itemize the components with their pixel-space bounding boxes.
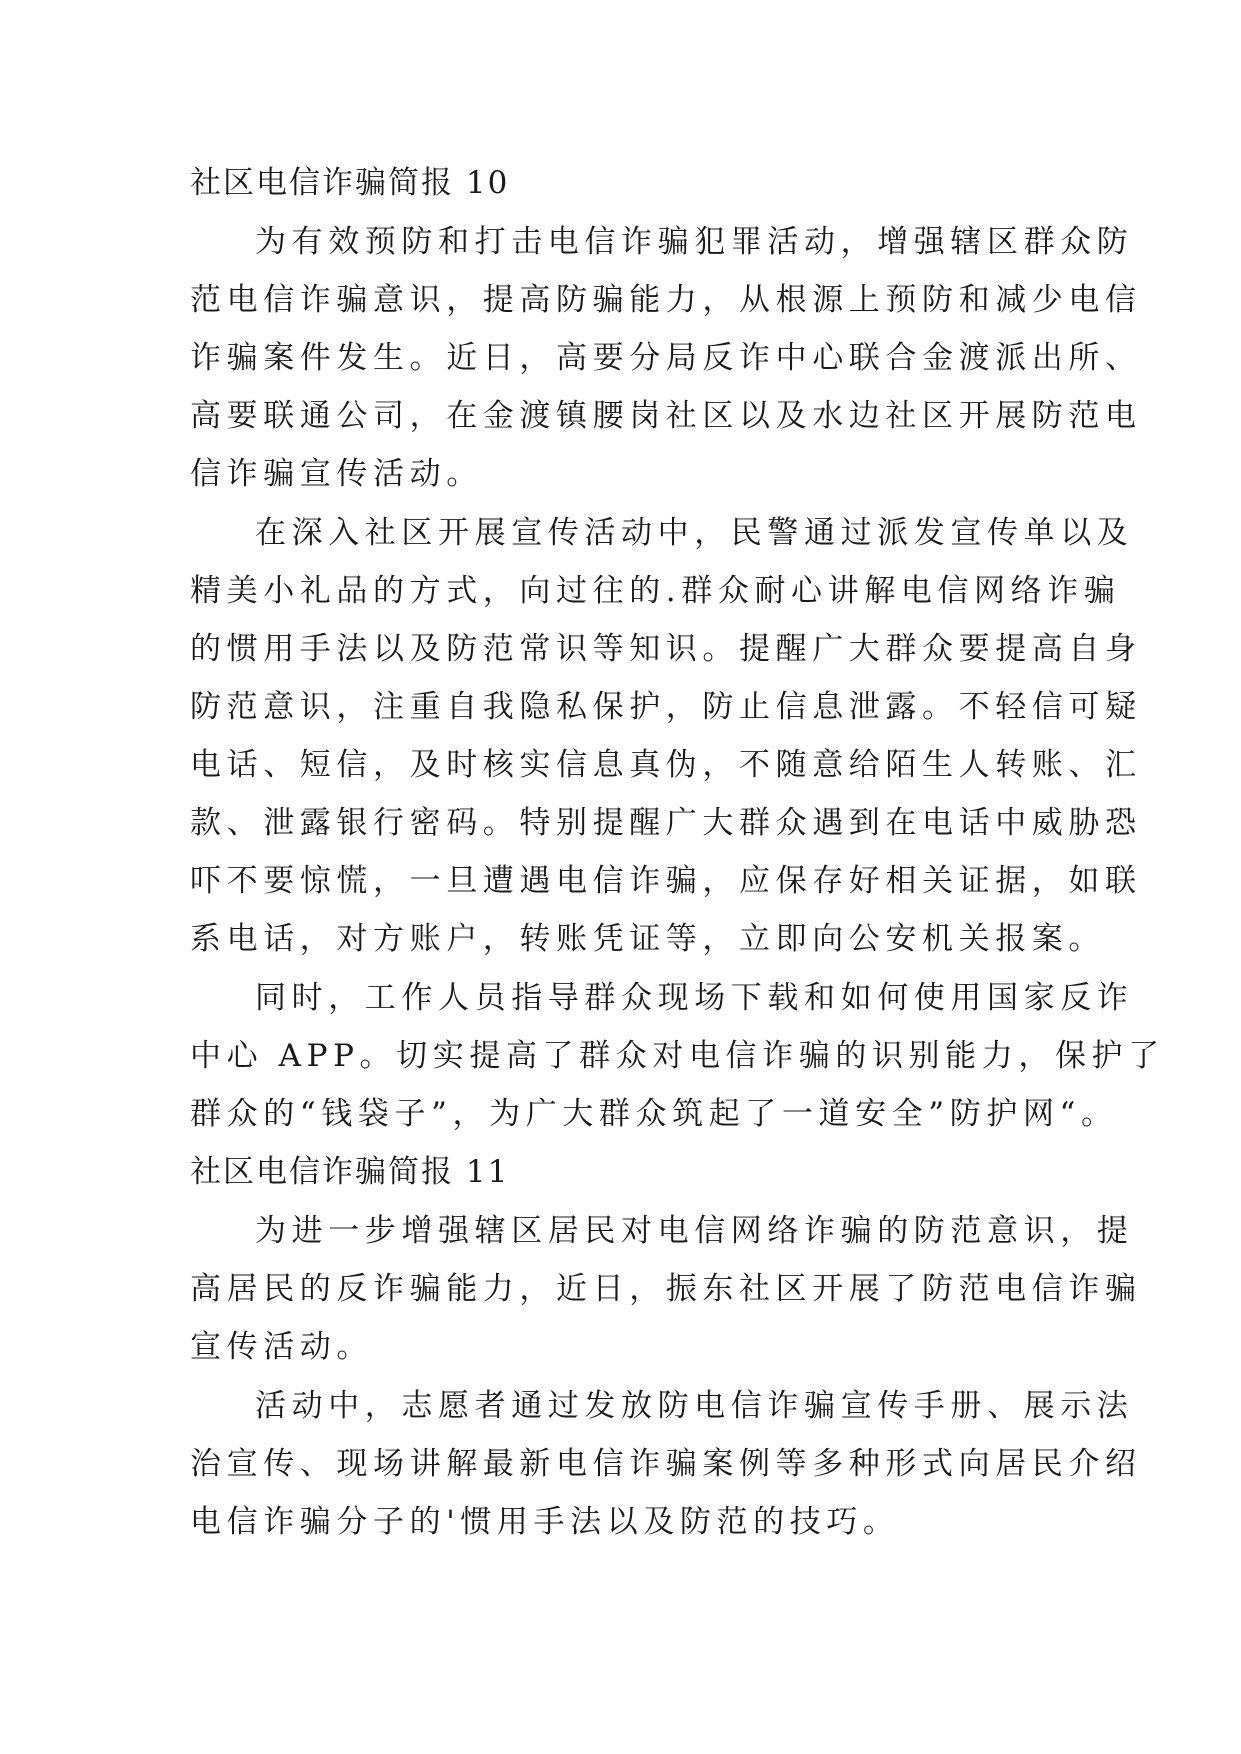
paragraph-line: 电话、短信，及时核实信息真伪，不随意给陌生人转账、汇 — [190, 747, 1142, 783]
paragraph-line: 诈骗案件发生。近日，高要分局反诈中心联合金渡派出所、 — [190, 340, 1142, 376]
paragraph-line: 治宣传、现场讲解最新电信诈骗案例等多种形式向居民介绍 — [190, 1446, 1142, 1482]
paragraph-line: 吓不要惊慌，一旦遭遇电信诈骗，应保存好相关证据，如联 — [190, 863, 1142, 899]
paragraph-line: 为进一步增强辖区居民对电信网络诈骗的防范意识，提 — [255, 1213, 1134, 1249]
paragraph-line: 宣传活动。 — [190, 1329, 373, 1365]
paragraph-line: 高要联通公司，在金渡镇腰岗社区以及水边社区开展防范电 — [190, 398, 1142, 434]
paragraph-line: 为有效预防和打击电信诈骗犯罪活动，增强辖区群众防 — [255, 224, 1134, 260]
section-title: 社区电信诈骗简报 10 — [190, 165, 510, 201]
paragraph-line: 同时，工作人员指导群众现场下载和如何使用国家反诈 — [255, 980, 1134, 1016]
paragraph-line: 信诈骗宣传活动。 — [190, 456, 483, 492]
paragraph-line: 防范意识，注重自我隐私保护，防止信息泄露。不轻信可疑 — [190, 689, 1142, 725]
section-title: 社区电信诈骗简报 11 — [190, 1154, 510, 1190]
paragraph-line: 的惯用手法以及防范常识等知识。提醒广大群众要提高自身 — [190, 631, 1142, 667]
paragraph-line: 精美小礼品的方式，向过往的.群众耐心讲解电信网络诈骗 — [190, 573, 1121, 609]
paragraph-line: 在深入社区开展宣传活动中，民警通过派发宣传单以及 — [255, 515, 1134, 551]
paragraph-line: 范电信诈骗意识，提高防骗能力，从根源上预防和减少电信 — [190, 282, 1142, 318]
paragraph-line: 系电话，对方账户，转账凭证等，立即向公安机关报案。 — [190, 921, 1105, 957]
paragraph-line: 高居民的反诈骗能力，近日，振东社区开展了防范电信诈骗 — [190, 1271, 1142, 1307]
paragraph-line: 电信诈骗分子的'惯用手法以及防范的技巧。 — [190, 1504, 900, 1540]
paragraph-line: 群众的“钱袋子”，为广大群众筑起了一道安全”防护网“。 — [190, 1096, 1118, 1132]
paragraph-line: 中心 APP。切实提高了群众对电信诈骗的识别能力，保护了 — [190, 1038, 1165, 1074]
paragraph-line: 活动中，志愿者通过发放防电信诈骗宣传手册、展示法 — [255, 1388, 1134, 1424]
paragraph-line: 款、泄露银行密码。特别提醒广大群众遇到在电话中威胁恐 — [190, 805, 1142, 841]
